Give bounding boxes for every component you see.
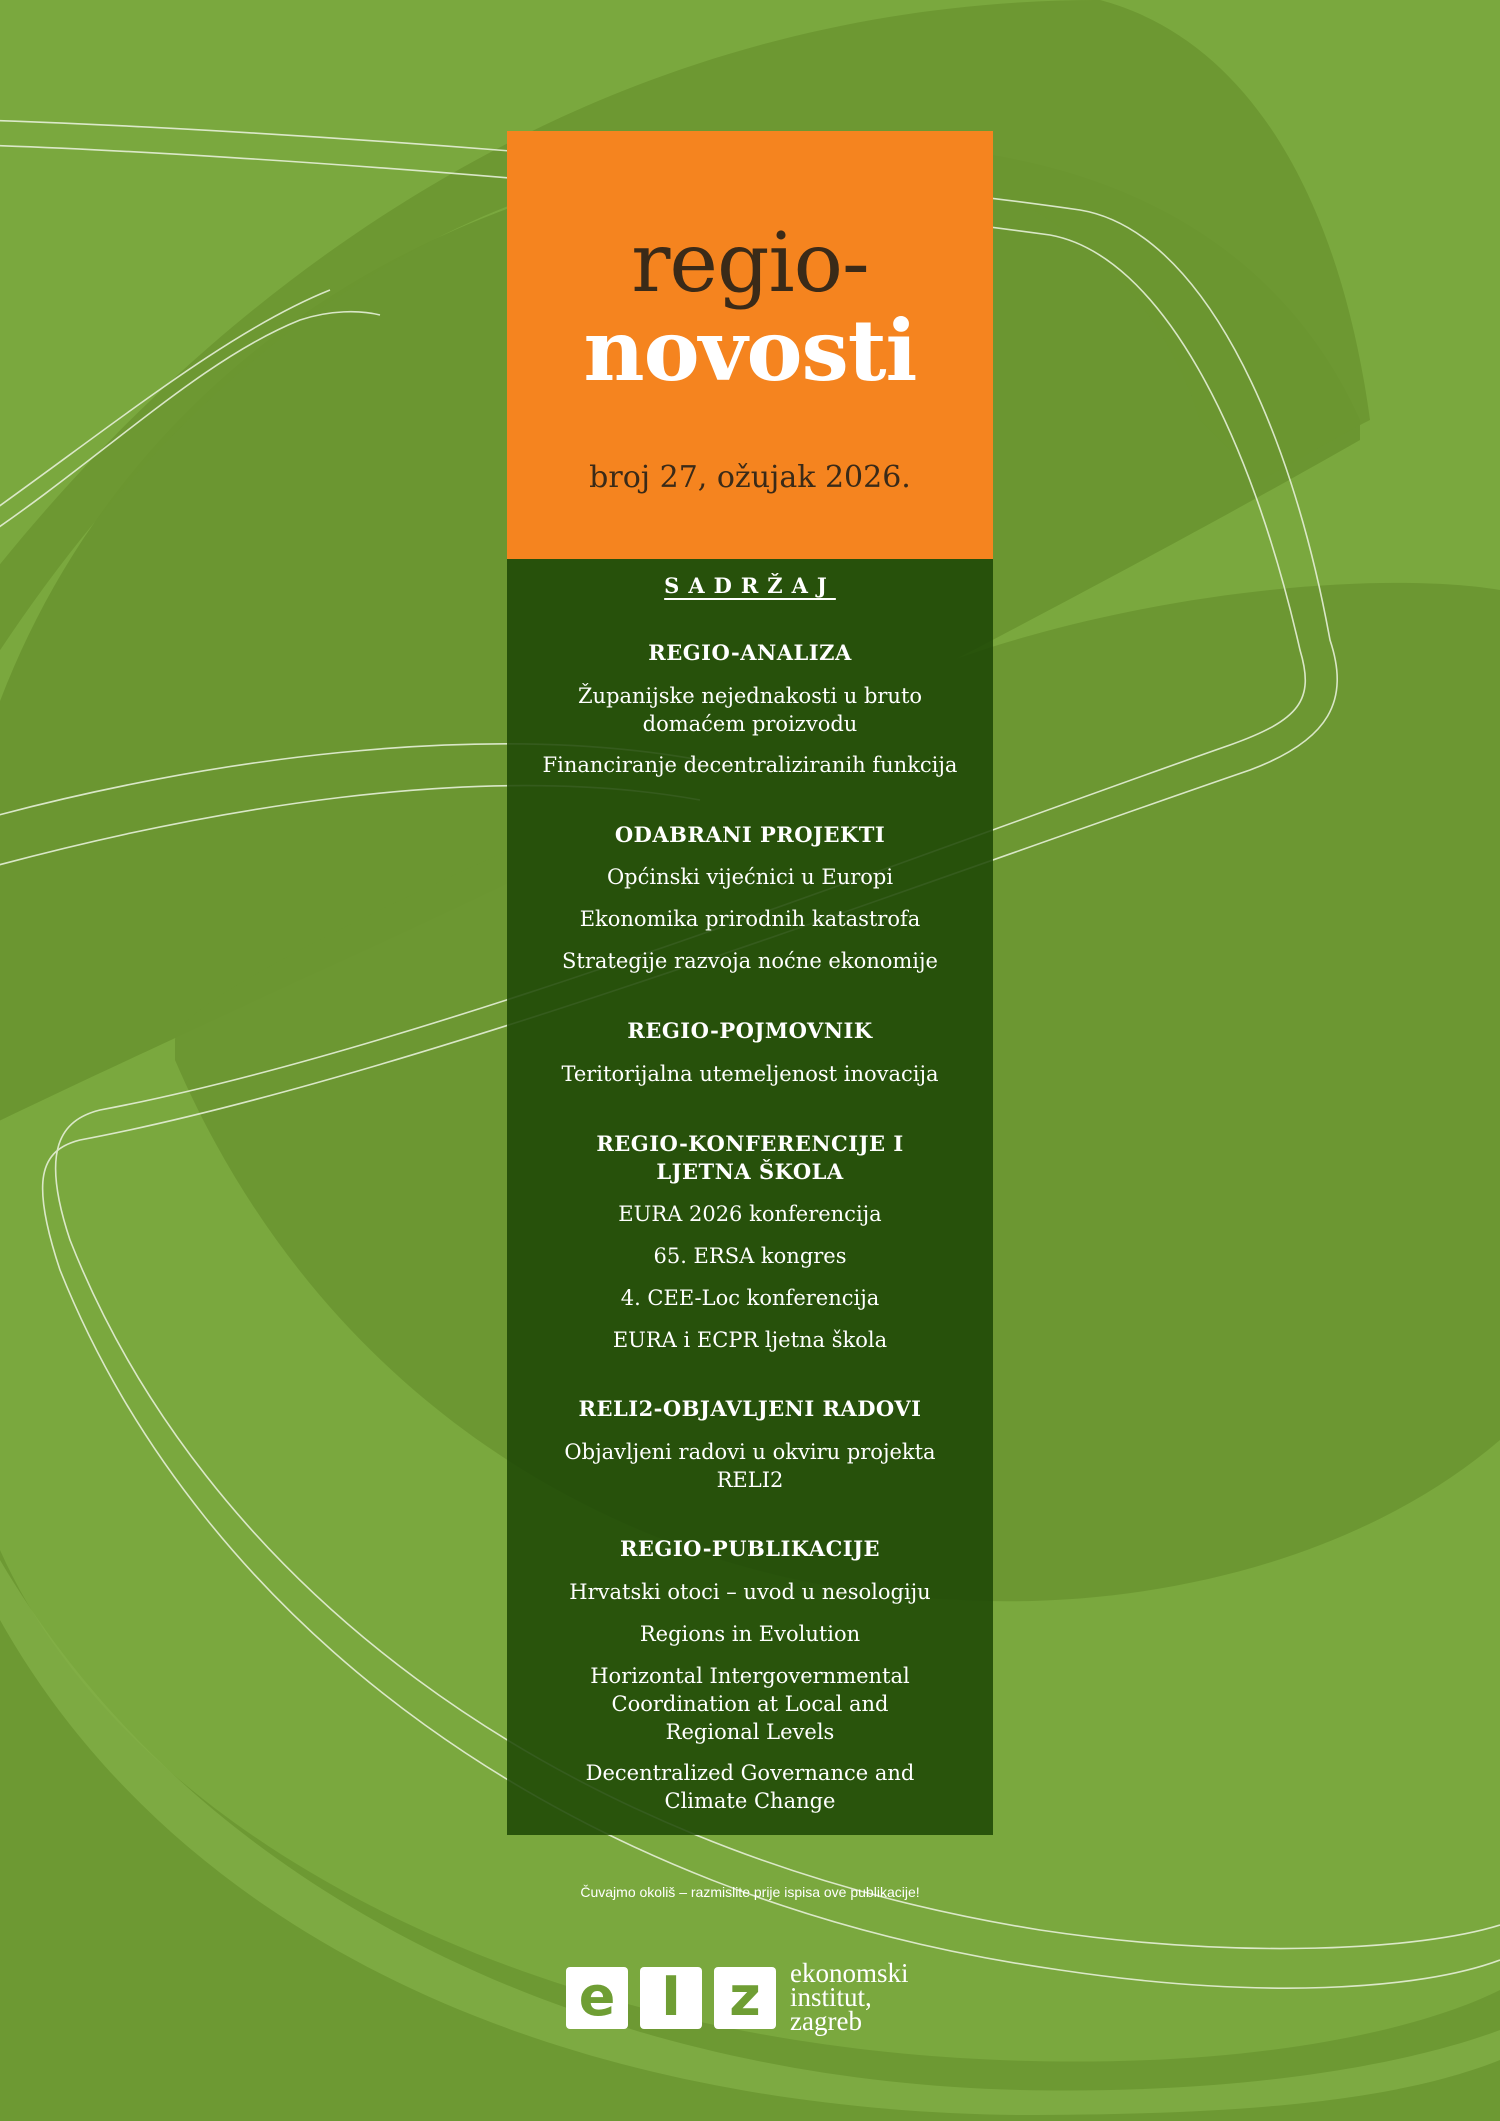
toc-item[interactable]: Županijske nejednakosti u bruto domaćem proizvodu <box>577 684 923 736</box>
toc-heading: SADRŽAJ <box>664 573 836 598</box>
toc-item[interactable]: Općinski vijećnici u Europi <box>606 865 894 889</box>
masthead <box>507 131 993 559</box>
toc-item[interactable]: 4. CEE-Loc konferencija <box>620 1286 880 1310</box>
masthead-title-line2: novosti <box>583 301 917 400</box>
toc-item[interactable]: Objavljeni radovi u okviru projekta RELI2 <box>564 1440 936 1492</box>
issue-date: broj 27, ožujak 2026. <box>589 460 911 495</box>
table-of-contents <box>507 559 993 1835</box>
logo-text-line: institut, <box>790 1982 872 2012</box>
toc-item[interactable]: Hrvatski otoci – uvod u nesologiju <box>569 1580 931 1604</box>
logo-letter-e: e <box>566 1967 628 2029</box>
logo-letter-z: z <box>714 1967 776 2029</box>
logo-letter-i: I <box>640 1967 702 2029</box>
environment-note: Čuvajmo okoliš – razmislite prije ispisa ove publikacije! <box>580 1884 920 1900</box>
toc-section-title[interactable]: REGIO-ANALIZA <box>648 640 852 665</box>
toc-section-title[interactable]: REGIO-PUBLIKACIJE <box>619 1536 881 1561</box>
toc-section-title[interactable]: REGIO-POJMOVNIK <box>627 1018 873 1043</box>
masthead-title-line1: regio- <box>631 216 869 311</box>
toc-item[interactable]: Ekonomika prirodnih katastrofa <box>579 907 921 931</box>
toc-item[interactable]: EURA 2026 konferencija <box>618 1202 882 1226</box>
toc-item[interactable]: Strategije razvoja noćne ekonomije <box>562 949 938 973</box>
toc-item[interactable]: Regions in Evolution <box>639 1622 861 1646</box>
logo-text-line: zagreb <box>790 2006 862 2036</box>
toc-section-title[interactable]: ODABRANI PROJEKTI <box>614 822 886 847</box>
toc-section-title[interactable]: REGIO-KONFERENCIJE I LJETNA ŠKOLA <box>596 1131 904 1184</box>
toc-item[interactable]: Teritorijalna utemeljenost inovacija <box>561 1062 939 1086</box>
toc-section-title[interactable]: RELI2-OBJAVLJENI RADOVI <box>578 1396 922 1421</box>
logo-text-line: ekonomski <box>790 1958 909 1988</box>
toc-item[interactable]: Horizontal Intergovernmental Coordination at Local and Regional Levels <box>590 1664 910 1744</box>
toc-item[interactable]: 65. ERSA kongres <box>653 1244 847 1268</box>
logo-wordmark <box>790 1958 930 2036</box>
toc-item[interactable]: EURA i ECPR ljetna škola <box>612 1328 888 1352</box>
toc-item[interactable]: Decentralized Governance and Climate Change <box>585 1761 915 1813</box>
toc-item[interactable]: Financiranje decentraliziranih funkcija <box>542 753 958 777</box>
